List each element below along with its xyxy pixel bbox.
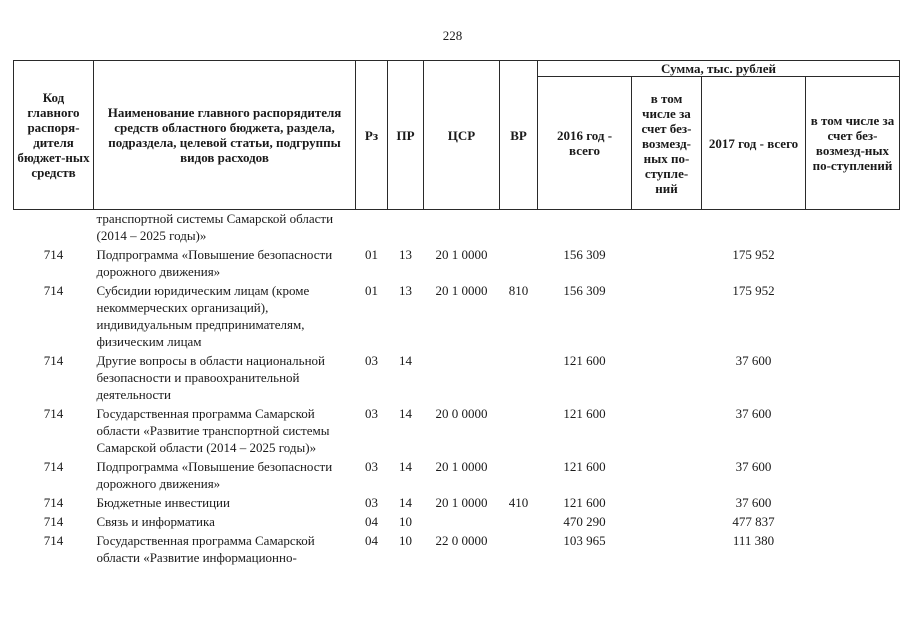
row-name: транспортной системы Самарской области (2014 – 2025 годы)» xyxy=(96,211,334,243)
row-code: 714 xyxy=(43,353,64,368)
header-name: Наименование главного распорядителя средств областного бюджета, раздела, подраздела, целевой статьи, подгруппы видов расходов xyxy=(94,61,356,210)
row-free-2016 xyxy=(632,350,702,403)
row-sum-2016: 103 965 xyxy=(563,533,606,548)
row-name: Связь и информатика xyxy=(96,514,215,529)
row-pr: 14 xyxy=(399,353,412,368)
row-vr: 810 xyxy=(508,283,529,298)
row-code: 714 xyxy=(43,459,64,474)
row-pr: 14 xyxy=(399,495,412,510)
budget-table xyxy=(13,60,900,566)
row-sum-2016: 121 600 xyxy=(563,406,606,421)
row-sum-2016: 121 600 xyxy=(563,495,606,510)
table-row xyxy=(14,244,900,280)
row-name: Подпрограмма «Повышение безопасности дорожного движения» xyxy=(96,459,333,491)
header-csr: ЦСР xyxy=(424,61,500,210)
row-vr xyxy=(500,350,538,403)
table-row xyxy=(14,511,900,530)
row-vr: 410 xyxy=(508,495,529,510)
row-sum-2017: 111 380 xyxy=(732,533,775,548)
row-free-2017 xyxy=(806,530,900,566)
row-name: Другие вопросы в области национальной безопасности и правоохранительной деятельности xyxy=(96,353,325,402)
row-code xyxy=(14,210,94,245)
table-row xyxy=(14,403,900,456)
row-code: 714 xyxy=(43,495,64,510)
row-sum-2017: 37 600 xyxy=(735,459,772,474)
row-vr xyxy=(500,456,538,492)
row-name: Государственная программа Самарской области «Развитие транспортной системы Самарской области (2014 – 2025 годы)» xyxy=(96,406,330,455)
row-sum-2016: 121 600 xyxy=(563,353,606,368)
row-code: 714 xyxy=(43,406,64,421)
row-name: Субсидии юридическим лицам (кроме некоммерческих организаций), индивидуальным предпринимателям, физическим лицам xyxy=(96,283,310,349)
row-free-2017 xyxy=(806,492,900,511)
row-code: 714 xyxy=(43,533,64,548)
row-free-2017 xyxy=(806,350,900,403)
row-csr xyxy=(424,350,500,403)
table-row xyxy=(14,280,900,350)
header-sum-group: Сумма, тыс. рублей xyxy=(538,61,900,77)
row-pr: 14 xyxy=(399,459,412,474)
row-sum-2017: 37 600 xyxy=(735,495,772,510)
row-vr xyxy=(500,244,538,280)
table-row xyxy=(14,350,900,403)
row-free-2017 xyxy=(806,280,900,350)
header-pr: ПР xyxy=(388,61,424,210)
row-free-2016 xyxy=(632,530,702,566)
row-vr xyxy=(500,403,538,456)
row-sum-2016: 121 600 xyxy=(563,459,606,474)
row-rz: 03 xyxy=(365,406,378,421)
row-rz: 03 xyxy=(365,459,378,474)
row-pr: 10 xyxy=(399,533,412,548)
header-vr: ВР xyxy=(500,61,538,210)
row-sum-2016: 470 290 xyxy=(563,514,606,529)
row-csr: 20 1 0000 xyxy=(435,283,488,298)
row-pr: 10 xyxy=(399,514,412,529)
row-code: 714 xyxy=(43,283,64,298)
row-free-2017 xyxy=(806,210,900,245)
header-total-2016: 2016 год - всего xyxy=(538,77,632,210)
row-rz: 01 xyxy=(365,247,378,262)
row-code: 714 xyxy=(43,514,64,529)
row-code: 714 xyxy=(43,247,64,262)
row-csr: 20 0 0000 xyxy=(435,406,488,421)
row-sum-2017: 175 952 xyxy=(732,247,775,262)
row-name: Государственная программа Самарской области «Развитие информационно- xyxy=(96,533,315,565)
row-free-2017 xyxy=(806,511,900,530)
row-csr: 20 1 0000 xyxy=(435,459,488,474)
row-sum-2017: 37 600 xyxy=(735,353,772,368)
row-csr xyxy=(424,210,500,245)
table-row xyxy=(14,530,900,566)
row-csr xyxy=(424,511,500,530)
row-sum-2017: 37 600 xyxy=(735,406,772,421)
header-rz: Рз xyxy=(356,61,388,210)
row-sum-2017: 175 952 xyxy=(732,283,775,298)
row-sum-2017 xyxy=(702,210,806,245)
table-row xyxy=(14,492,900,511)
row-rz: 03 xyxy=(365,495,378,510)
row-pr: 13 xyxy=(399,283,412,298)
row-rz: 04 xyxy=(365,514,378,529)
row-pr: 14 xyxy=(399,406,412,421)
row-vr xyxy=(500,530,538,566)
row-csr: 20 1 0000 xyxy=(435,247,488,262)
table-row xyxy=(14,456,900,492)
row-free-2016 xyxy=(632,210,702,245)
row-sum-2016: 156 309 xyxy=(563,283,606,298)
header-free-2016: в том числе за счет без-возмезд-ных по-ступле-ний xyxy=(632,77,702,210)
row-rz: 03 xyxy=(365,353,378,368)
row-rz xyxy=(356,210,388,245)
table-body xyxy=(14,210,900,567)
row-sum-2016 xyxy=(538,210,632,245)
row-vr xyxy=(500,210,538,245)
row-rz: 01 xyxy=(365,283,378,298)
row-free-2017 xyxy=(806,456,900,492)
row-vr xyxy=(500,511,538,530)
table-header xyxy=(14,61,900,210)
row-sum-2016: 156 309 xyxy=(563,247,606,262)
table-row xyxy=(14,210,900,245)
row-name: Подпрограмма «Повышение безопасности дорожного движения» xyxy=(96,247,333,279)
row-free-2016 xyxy=(632,492,702,511)
row-free-2016 xyxy=(632,244,702,280)
row-name: Бюджетные инвестиции xyxy=(96,495,230,510)
header-total-2017: 2017 год - всего xyxy=(702,77,806,210)
row-free-2016 xyxy=(632,403,702,456)
row-sum-2017: 477 837 xyxy=(732,514,775,529)
row-free-2016 xyxy=(632,511,702,530)
row-free-2016 xyxy=(632,456,702,492)
row-rz: 04 xyxy=(365,533,378,548)
header-code: Код главного распоря-дителя бюджет-ных средств xyxy=(14,61,94,210)
row-csr: 20 1 0000 xyxy=(435,495,488,510)
row-free-2016 xyxy=(632,280,702,350)
row-free-2017 xyxy=(806,403,900,456)
header-free-2017: в том числе за счет без-возмезд-ных по-ступлений xyxy=(806,77,900,210)
row-free-2017 xyxy=(806,244,900,280)
row-pr xyxy=(388,210,424,245)
row-pr: 13 xyxy=(399,247,412,262)
row-csr: 22 0 0000 xyxy=(435,533,488,548)
page-number: 228 xyxy=(442,28,463,43)
